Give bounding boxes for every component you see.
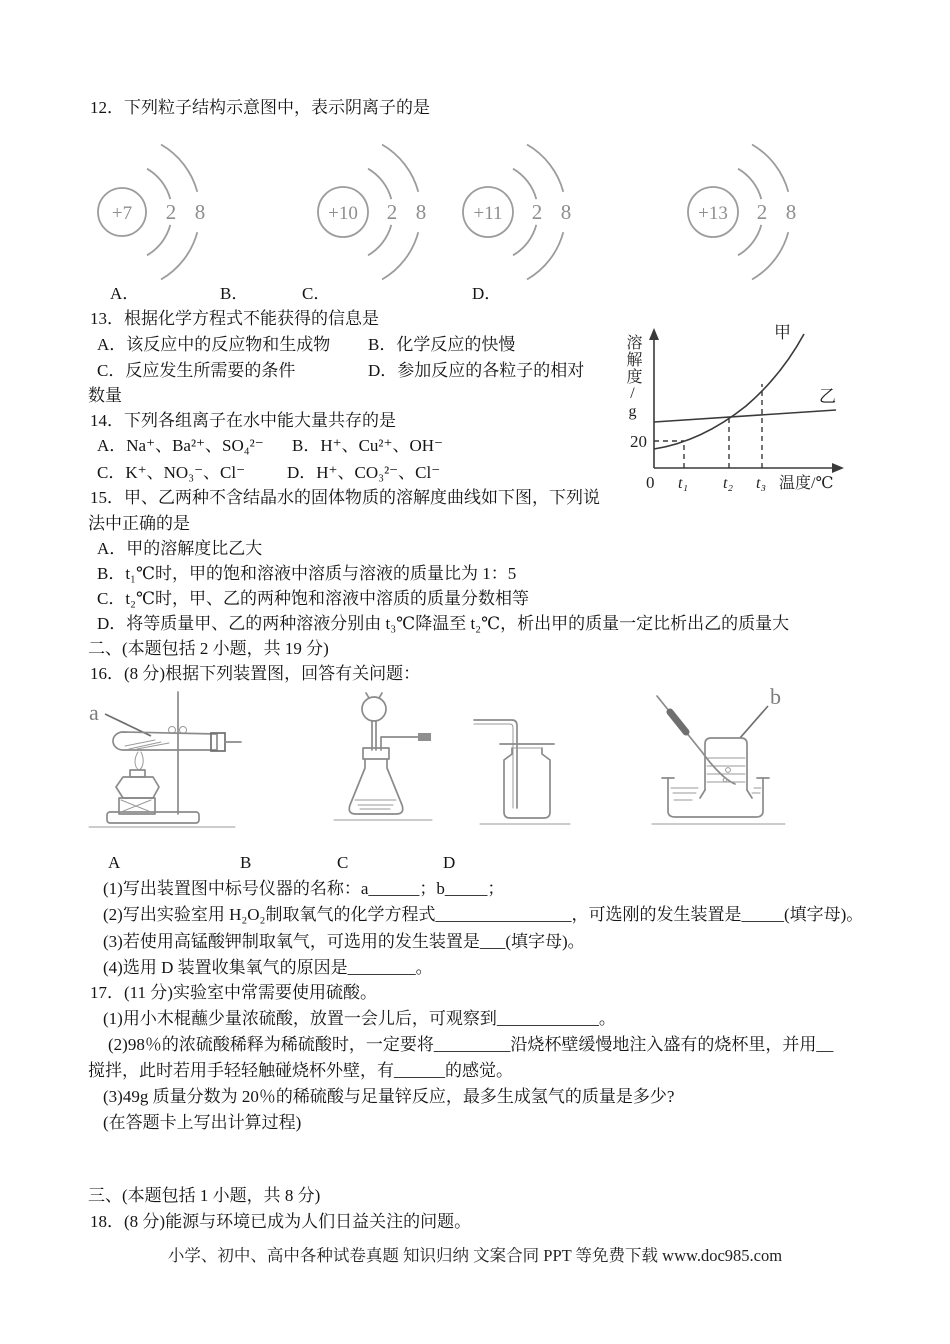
question-13-option-c: C．反应发生所需要的条件: [97, 361, 296, 380]
apparatus-label-d: D: [443, 853, 456, 872]
question-17-part3: (3)49g 质量分数为 20％的稀硫酸与足量锌反应，最多生成氢气的质量是多少?: [103, 1087, 675, 1106]
section-2-title: 二、(本题包括 2 小题，共 19 分): [88, 639, 329, 658]
curve-jia-label: 甲: [774, 323, 791, 342]
question-15-option-d: D．将等质量甲、乙的两种溶液分别由 t₃℃降温至 t₂℃，析出甲的质量一定比析出乙的质量大: [97, 614, 790, 633]
question-17-part2-line2: 搅拌，此时若用手轻轻触碰烧杯外壁，有______的感觉。: [88, 1061, 513, 1080]
chart-ytick-20: 20: [630, 432, 647, 451]
question-14-option-b: B．H⁺、Cu²⁺、OH⁻: [292, 436, 444, 455]
chart-xtick-t1: t₁: [678, 475, 689, 492]
apparatus-label-b: B: [240, 853, 252, 872]
curve-yi: [654, 410, 836, 422]
particle-diagram-1: [88, 144, 223, 284]
question-17-part2-line1: (2)98％的浓硫酸稀释为稀硫酸时，一定要将_________沿烧杯壁缓慢地注入盛有的烧杯里，并用__: [108, 1035, 834, 1054]
question-17-stem: 17．(11 分)实验室中常需要使用硫酸。: [90, 983, 377, 1002]
section-3-title: 三、(本题包括 1 小题，共 8 分): [88, 1186, 321, 1205]
question-16-part2: (2)写出实验室用 H₂O₂制取氧气的化学方程式________________，可选刚的发生装置是_____(填字母)。: [103, 905, 864, 924]
question-13-option-d: D．参加反应的各粒子的相对: [368, 361, 585, 380]
question-12-option-d: D．: [472, 284, 502, 303]
question-13-stem: 13．根据化学方程式不能获得的信息是: [90, 309, 379, 328]
question-15-option-c: C．t₂℃时，甲、乙的两种饱和溶液中溶质的质量分数相等: [97, 589, 530, 608]
nucleus-charge-label: +7: [111, 203, 133, 224]
outer-shell-count: 8: [785, 200, 797, 224]
chart-x-axis-label: 温度/℃: [779, 475, 834, 492]
particle-diagram-4: [679, 144, 814, 284]
apparatus-label-c: C: [337, 853, 349, 872]
chart-y-axis-label: 溶解度/g: [624, 334, 641, 421]
question-13-option-a: A．该反应中的反应物和生成物: [97, 335, 331, 354]
apparatus-b-flask-generator: [332, 692, 492, 832]
curve-yi-label: 乙: [819, 387, 836, 406]
outer-shell-count: 8: [415, 200, 427, 224]
inner-shell-count: 2: [386, 200, 398, 224]
question-17-note: (在答题卡上写出计算过程): [103, 1113, 302, 1132]
apparatus-d-pointer-label: b: [770, 684, 781, 709]
question-12-option-b: B．: [220, 284, 249, 303]
solubility-curve-chart: [616, 318, 856, 508]
apparatus-d-water-collection: [640, 686, 800, 831]
outer-shell-count: 8: [560, 200, 572, 224]
question-18-stem: 18．(8 分)能源与环境已成为人们日益关注的问题。: [90, 1212, 472, 1231]
question-15-stem-line1: 15．甲、乙两种不含结晶水的固体物质的溶解度曲线如下图，下列说: [90, 488, 600, 507]
particle-diagram-3: [454, 144, 589, 284]
apparatus-c-gas-bottle: [470, 700, 580, 835]
question-15-option-b: B．t₁℃时，甲的饱和溶液中溶质与溶液的质量比为 1：5: [97, 564, 517, 583]
particle-diagram-2: [309, 144, 444, 284]
inner-shell-count: 2: [165, 200, 177, 224]
apparatus-a-pointer-label: a: [89, 700, 99, 725]
inner-shell-count: 2: [531, 200, 543, 224]
outer-shell-count: 8: [194, 200, 206, 224]
question-12-option-c: C．: [302, 284, 331, 303]
nucleus-charge-label: +10: [328, 203, 358, 224]
question-15-stem-line2: 法中正确的是: [88, 514, 190, 533]
question-14-option-a: A．Na⁺、Ba²⁺、SO₄²⁻: [97, 436, 264, 455]
question-13-option-b: B．化学反应的快慢: [368, 335, 516, 354]
inner-shell-count: 2: [756, 200, 768, 224]
question-13-option-d-continued: 数量: [88, 386, 122, 405]
question-14-option-d: D．H⁺、CO₃²⁻、Cl⁻: [287, 463, 441, 482]
apparatus-a-test-tube-heating: [85, 690, 325, 850]
question-15-option-a: A．甲的溶解度比乙大: [97, 539, 263, 558]
nucleus-charge-label: +13: [698, 203, 728, 224]
nucleus-charge-label: +11: [473, 203, 503, 224]
chart-origin-label: 0: [646, 473, 655, 492]
question-12-stem: 12．下列粒子结构示意图中，表示阴离子的是: [90, 98, 430, 117]
chart-xtick-t2: t₂: [723, 475, 734, 492]
apparatus-label-a: A: [108, 853, 121, 872]
question-17-part1: (1)用小木棍蘸少量浓硫酸，放置一会儿后，可观察到____________。: [103, 1009, 616, 1028]
question-12-option-a: A．: [110, 284, 140, 303]
footer-watermark: 小学、初中、高中各种试卷真题 知识归纳 文案合同 PPT 等免费下载 www.doc985.com: [167, 1246, 783, 1265]
question-16-part1: (1)写出装置图中标号仪器的名称：a______；b_____；: [103, 879, 505, 898]
question-16-stem: 16．(8 分)根据下列装置图，回答有关问题：: [90, 664, 421, 683]
question-16-part3: (3)若使用高锰酸钾制取氧气，可选用的发生装置是___(填字母)。: [103, 932, 585, 951]
question-16-part4: (4)选用 D 装置收集氧气的原因是________。: [103, 958, 433, 977]
question-14-stem: 14．下列各组离子在水中能大量共存的是: [90, 411, 396, 430]
question-14-option-c: C．K⁺、NO₃⁻、Cl⁻: [97, 463, 246, 482]
chart-xtick-t3: t₃: [756, 475, 767, 492]
